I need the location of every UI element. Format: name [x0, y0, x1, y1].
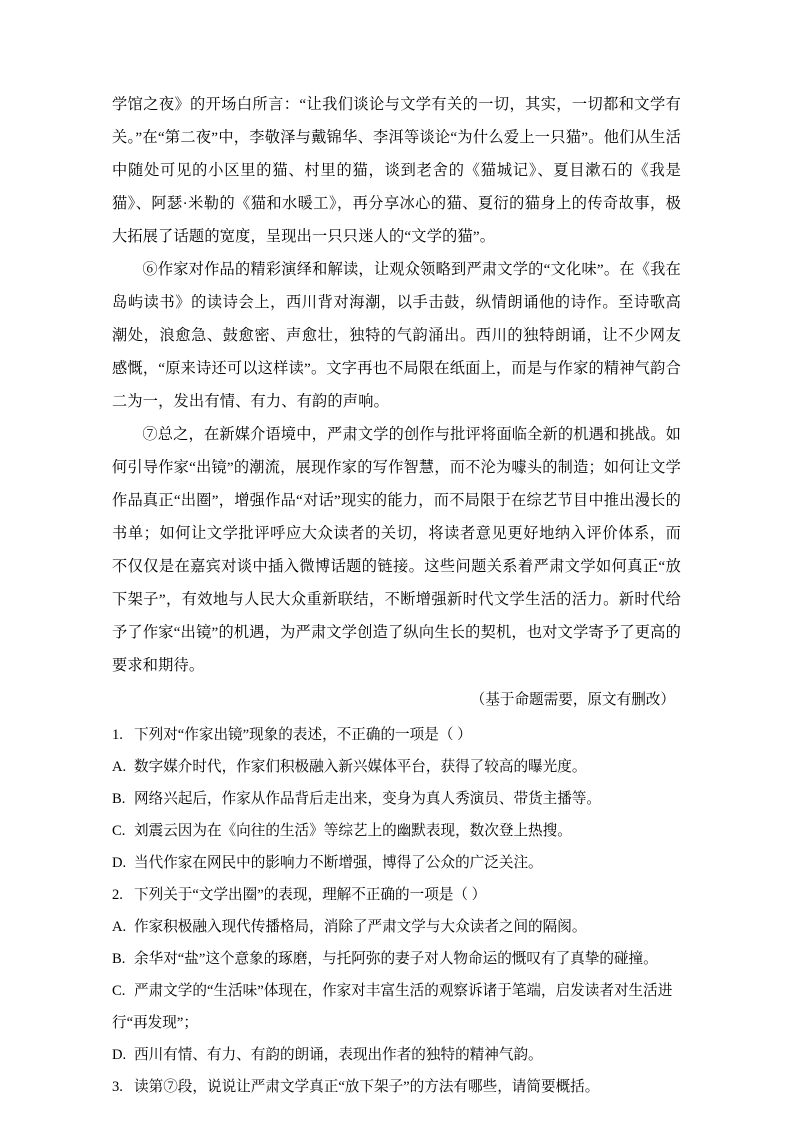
question-1-option-c[interactable]: [112, 815, 681, 847]
question-2-option-b[interactable]: [112, 943, 681, 975]
option-key: C.: [112, 983, 126, 999]
question-2-stem: 下列关于“文学出圈”的表现，理解不正确的一项是（ ）: [134, 887, 487, 903]
question-1-option-d[interactable]: [112, 847, 681, 879]
paragraph-6: ⑥作家对作品的精彩演绎和解读，让观众领略到严肃文学的“文化味”。在《我在岛屿读书》的读诗会上，西川背对海潮，以手击鼓，纵情朗诵他的诗作。至诗歌高潮处，浪愈急、鼓愈密、声愈壮，独特的气韵涌出。西川的独特朗诵，让不少网友感慨，“原来诗还可以这样读”。文字再也不局限在纸面上，而是与作家的精神气韵合二为一，发出有情、有力、有韵的声响。: [112, 261, 681, 410]
paragraph-7: ⑦总之，在新媒介语境中，严肃文学的创作与批评将面临全新的机遇和挑战。如何引导作家“出镜”的潮流，展现作家的写作智慧，而不沦为噱头的制造；如何让文学作品真正“出圈”，增强作品“对话”现实的能力，而不局限于在综艺节目中推出漫长的书单；如何让文学批评呼应大众读者的关切，将读者意见更好地纳入评价体系，而不仅仅是在嘉宾对谈中插入微博话题的链接。这些问题关系着严肃文学如何真正“放下架子”，有效地与人民大众重新联结，不断增强新时代文学生活的活力。新时代给予了作家“出镜”的机遇，为严肃文学创造了纵向生长的契机，也对文学寄予了更高的要求和期待。: [112, 426, 681, 674]
option-text: 当代作家在网民中的影响力不断增强，博得了公众的广泛关注。: [134, 855, 543, 871]
option-key: D.: [112, 1047, 127, 1063]
option-key: A.: [112, 919, 127, 935]
question-1-option-a[interactable]: [112, 751, 681, 783]
question-1-option-b[interactable]: [112, 783, 681, 815]
question-1-number: 1.: [112, 727, 123, 743]
question-3-number: 3.: [112, 1079, 123, 1095]
question-3: [112, 1071, 681, 1103]
option-text: 余华对“盐”这个意象的琢磨，与托阿弥的妻子对人物命运的慨叹有了真挚的碰撞。: [134, 951, 658, 967]
option-text: 刘震云因为在《向往的生活》等综艺上的幽默表现，数次登上热搜。: [134, 823, 572, 839]
option-text: 数字媒介时代，作家们积极融入新兴媒体平台，获得了较高的曝光度。: [134, 759, 587, 775]
option-text: 西川有情、有力、有韵的朗诵，表现出作者的独特的精神气韵。: [134, 1047, 543, 1063]
option-text: 严肃文学的“生活味”体现在，作家对丰富生活的观察诉诸于笔端，启发读者对生活进: [134, 983, 673, 999]
question-2-option-c-continuation: 行“再发现”；: [112, 1015, 198, 1031]
question-2-option-a[interactable]: [112, 911, 681, 943]
option-key: B.: [112, 951, 126, 967]
question-list: [112, 719, 681, 1103]
option-key: B.: [112, 791, 126, 807]
option-key: D.: [112, 855, 127, 871]
option-key: C.: [112, 823, 126, 839]
question-3-stem: 读第⑦段，说说让严肃文学真正“放下架子”的方法有哪些，请简要概括。: [134, 1079, 600, 1095]
question-2-option-d[interactable]: [112, 1039, 681, 1071]
question-1-stem: 下列对“作家出镜”现象的表述，不正确的一项是（ ）: [134, 727, 472, 743]
option-text: 网络兴起后，作家从作品背后走出来，变身为真人秀演员、带货主播等。: [134, 791, 602, 807]
question-2-option-c[interactable]: [112, 975, 681, 1007]
question-2-number: 2.: [112, 887, 123, 903]
question-2: [112, 879, 681, 911]
option-key: A.: [112, 759, 127, 775]
question-1: [112, 719, 681, 751]
source-note: （基于命题需要，原文有删改）: [470, 692, 675, 708]
paragraph-continued: 学馆之夜》的开场白所言：“让我们谈论与文学有关的一切，其实，一切都和文学有关。”在“第二夜”中，李敬泽与戴锦华、李洱等谈论“为什么爱上一只猫”。他们从生活中随处可见的小区里的猫、村里的猫，谈到老舍的《猫城记》、夏目漱石的《我是猫》、阿瑟·米勒的《猫和水暖工》，再分享冰心的猫、夏衍的猫身上的传奇故事，极大拓展了话题的宽度，呈现出一只只迷人的“文学的猫”。: [112, 96, 681, 245]
option-text: 作家积极融入现代传播格局，消除了严肃文学与大众读者之间的隔阂。: [134, 919, 587, 935]
